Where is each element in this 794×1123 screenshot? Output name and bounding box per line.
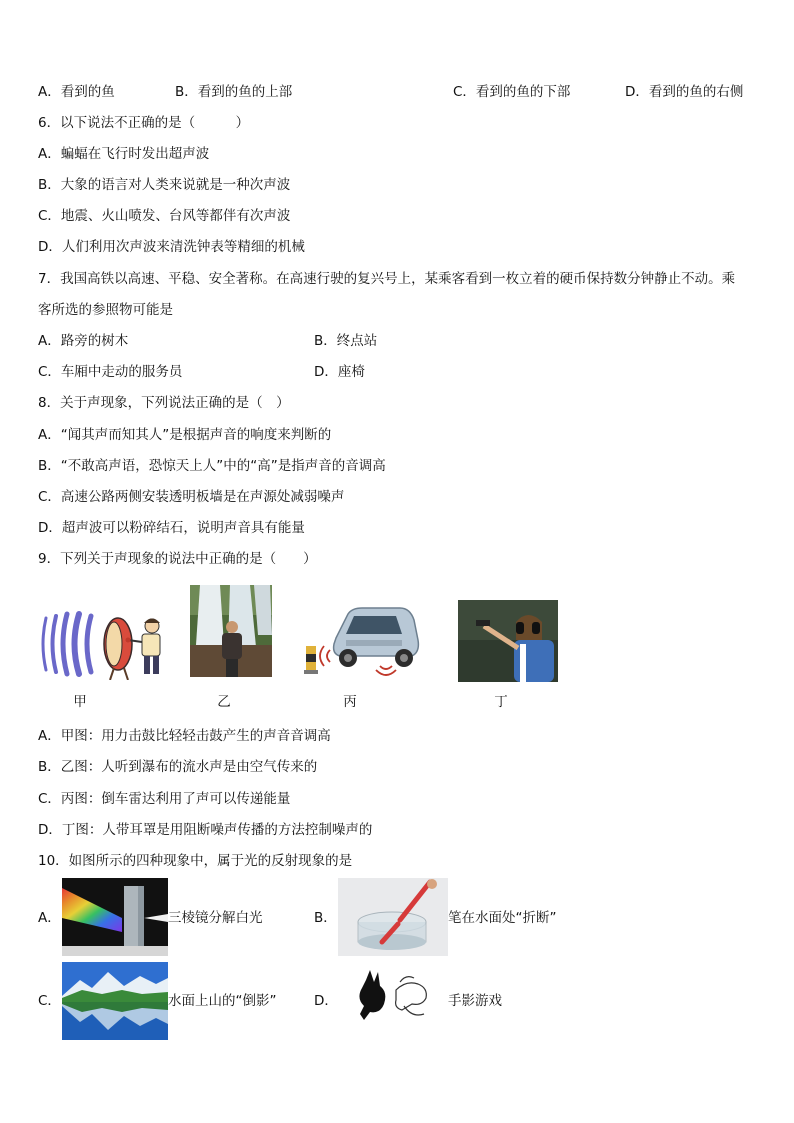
q8-option-c: C．高速公路两侧安装透明板墙是在声源处减弱噪声 [38,489,345,505]
waterfall-photo [190,585,272,677]
q7-stem-line1: 7．我国高铁以高速、平稳、安全著称。在高速行驶的复兴号上，某乘客看到一枚立着的硬币保持数分钟静止不动。乘 [38,271,736,287]
q9-option-a: A．甲图：用力击鼓比轻轻击鼓产生的声音音调高 [38,728,331,744]
q8-option-b: B．“不敢高声语，恐惊天上人”中的“高”是指声音的音调高 [38,458,386,474]
caption-jia: 甲 [73,694,87,710]
q10-option-d-letter: D． [314,993,338,1009]
q5-option-a: A．看到的鱼 [38,84,115,100]
q8-option-a: A．“闻其声而知其人”是根据声音的响度来判断的 [38,427,332,443]
q10-stem: 10．如图所示的四种现象中，属于光的反射现象的是 [38,853,353,869]
q8-option-d: D．超声波可以粉碎结石，说明声音具有能量 [38,520,305,536]
q5-option-d: D．看到的鱼的右侧 [625,84,744,100]
q6-option-b: B．大象的语言对人类来说就是一种次声波 [38,177,291,193]
q10-option-a-letter: A． [38,910,61,926]
q10-option-c-letter: C． [38,993,61,1009]
q9-option-b: B．乙图：人听到瀑布的流水声是由空气传来的 [38,759,318,775]
pen-in-water-photo [338,878,448,956]
q5-option-c: C．看到的鱼的下部 [453,84,571,100]
q6-option-c: C．地震、火山喷发、台风等都伴有次声波 [38,208,291,224]
q7-option-d: D．座椅 [314,364,365,380]
caption-yi: 乙 [217,694,231,710]
q8-stem: 8．关于声现象，下列说法正确的是（ ） [38,395,290,411]
q10-option-c-text: 水面上山的“倒影” [168,993,277,1009]
q10-option-d-text: 手影游戏 [448,993,502,1009]
q7-option-a: A．路旁的树木 [38,333,129,349]
q9-option-d: D．丁图：人带耳罩是用阻断噪声传播的方法控制噪声的 [38,822,373,838]
q6-stem: 6．以下说法不正确的是（ ） [38,115,250,131]
q7-stem-line2: 客所选的参照物可能是 [38,302,173,318]
q5-option-b: B．看到的鱼的上部 [175,84,293,100]
q10-option-b-text: 笔在水面处“折断” [448,910,557,926]
reversing-car [300,600,422,680]
prism-photo [62,878,168,956]
hand-shadow-drawing [356,970,432,1024]
caption-ding: 丁 [494,694,508,710]
q6-option-a: A．蝙蝠在飞行时发出超声波 [38,146,210,162]
q10-option-a-text: 三棱镜分解白光 [168,910,263,926]
q10-option-b-letter: B． [314,910,337,926]
q7-option-b: B．终点站 [314,333,378,349]
q7-option-c: C．车厢中走动的服务员 [38,364,183,380]
q9-stem: 9．下列关于声现象的说法中正确的是（ ） [38,551,317,567]
shooter-photo [458,600,558,682]
drum-figure [40,608,172,680]
q9-option-c: C．丙图：倒车雷达利用了声可以传递能量 [38,791,291,807]
caption-bing: 丙 [343,694,357,710]
q6-option-d: D．人们利用次声波来清洗钟表等精细的机械 [38,239,305,255]
mountain-reflection-photo [62,962,168,1040]
